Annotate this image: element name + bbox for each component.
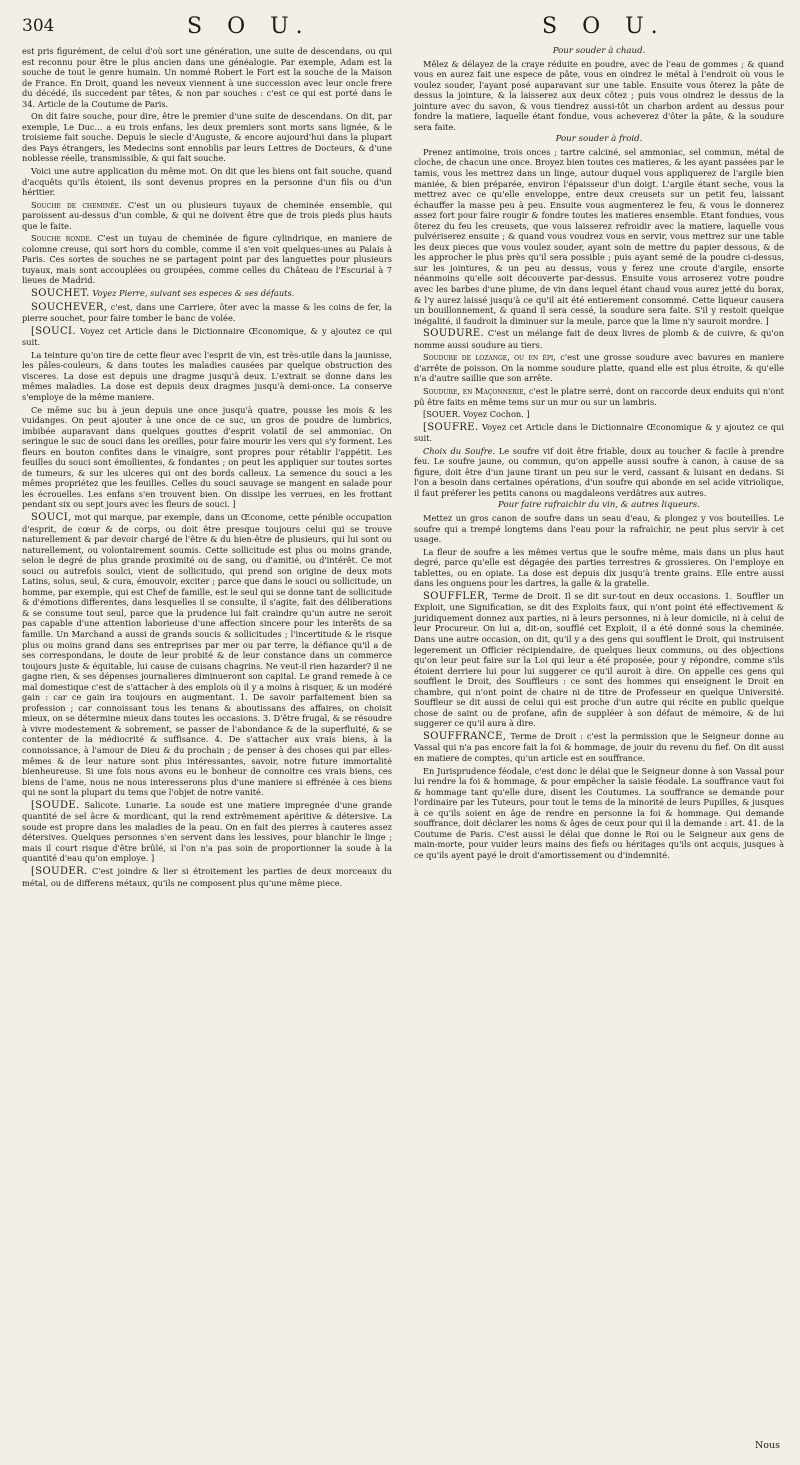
entry [22,800,392,864]
entry [414,591,784,729]
paragraph: En Jurisprudence féodale, c'est donc le délai que le Seigneur donne à son Vassal pour lui rendre la foi & hommage, & pour empêcher la saisie féodale. La souffrance vaut foi & hommage tant qu'elle dure, disent les Coutumes. La souffrance se demande pour l'ordinaire par les Tuteurs, pour tout le tems de la minorité de leurs Pupilles, & jusques à ce qu'ils soient en âge de rendre en personne la foi & hommage. Qui demande souffrance, doit déclarer les noms & âges de ceux pour qui il la demande : art. 41. de la Coutume de Paris. C'est aussi le délai que donne le Roi ou le Seigneur aux gens de main-morte, pour vuider leurs mains des fiefs ou héritages qu'ils ont acquis, jusques à ce qu'ils ayent payé le droit d'amortissement ou d'indemnité. [414,765,784,860]
entry-text: mot qui marque, par exemple, dans un Œconome, cette pénible occupation d'esprit, de cœur & de corps, ou doit être presque toujours celui qui se trouve naturellement & par devoir chargé de l'être & du bien-être de plusieurs, qui lui sont ou naturellement, ou volontairement soumis. Cette sollicitude est plus ou moins grande, selon le degré de plus grande proximité ou de sang, ou d'amitié, ou d'intérêt. Ce mot souci ou autrefois soulci, vient de sollicitudo, qui prend son origine de deux mots Latins, solus, seul, & cura, émouvoir, exciter ; parce que dans le souci ou sollicitude, un homme, par exemple, qui est Chef de famille, est le seul qui se donne tant de sollicitude & d'émotions differentes, dans lesquelles il se consulte, il s'agite, fait des déliberations & se consume tout seul, parce que la prudence lui fait craindre qu'un autre ne seroit pas capable d'une attention laborieuse d'une affection sincere pour les interêts de sa famille. Un Marchand a aussi de grands soucis & sollicitudes ; l'incertitude & le risque plus ou moins grand dans ses entreprises par mer ou par terre, la défiance qu'il a de ses correspondans, le doute de leur probité & de leur constance dans un commerce toujours juste & équitable, lui cause de cuisans chagrins. Ne veut-il rien hazarder? il ne gagne rien, & ses dépenses journalieres diminueront son capital. Le grand remede à ce mal domestique c'est de s'attacher à des emplois où il y a moins à risquer, & un modéré gain : car ce gain ira toujours en augmentant. 1. De savoir parfaitement bien sa profession ; car connoissant tous les tenans & aboutissans des affaires, on choisit mieux, on se détermine mieux dans toutes les occasions. 3. D'être frugal, & se résoudre à vivre modestement & sobrement, se passer de l'abondance & de la superfluité, & se contenter de la médiocrité & suffisance. 4. De s'attacher aux vrais biens, à la connoissance, à l'amour de Dieu & du prochain ; de penser à des choses qui par elles-mêmes & de leur nature sont plus intéressantes, savoir, notre future immortalité bienheureuse. Si une fois nous avons eu le bonheur de connoitre ces vrais biens, ces biens de l'ame, nous ne nous interesserons plus d'une maniere si effrénée à ces biens qui ne sont la plupart du tems que l'objet de notre vanité. [22,511,392,798]
entry [414,386,784,407]
entry [22,866,392,888]
entry-text: Terme de Droit. Il se dit sur-tout en deux occasions. 1. Souffler un Exploit, une Signification, se dit des Exploits faux, qui n'ont point été effectivement & juridiquement donnez aux parties, ni à leurs personnes, ni à leur domicile, ni à celui de leur Procureur. On lui a, dit-on, soufflé cet Exploit, il a été donné sous la cheminée. Dans une autre occasion, on dit, qu'il y a des gens qui soufflent le Droit, qui instruisent legerement un Officier récipiendaire, de quelques lieux communs, ou des objections qu'on leur peut faire sur la Loi qui leur a été proposée, pour y répondre, comme s'ils étoient derriere lui pour lui suggerer ce qu'il auroit à dire. On appelle ces gens qui soufflent le Droit, des Souffleurs : ce sont des hommes qui enseignent le Droit en chambre, qui n'ont point de chaire ni de titre de Professeur en quelque Université. Souffleur se dit aussi de celui qui est proche d'un autre qui récite en public quelque chose de saint ou de profane, afin de suppléer à son défaut de mémoire, & de lui suggerer ce qu'il aura à dire. [414,590,784,729]
entry-text: Voyez cet Article dans le Dictionnaire Œconomique, & y ajoutez ce qui suit. [22,325,392,348]
entry-headword: [SOUDE. [31,799,80,811]
entry-text: C'est un mélange fait de deux livres de plomb & de cuivre, & qu'on nomme aussi soudure au tiers. [414,328,785,350]
entry-headword: SOUCHEVER, [31,301,108,313]
entry-headword: [SOUDER. [31,866,88,878]
catchword: Nous [754,1440,780,1451]
entry-headword: Choix du Soufre. [423,445,496,456]
paragraph: Voici une autre application du même mot. On dit que les biens ont fait souche, quand d'acquêts qu'ils étoient, ils sont devenus propres en la personne d'un fils ou d'un héritier. [22,166,392,198]
entry [414,352,784,384]
two-column-body [22,46,784,890]
entry-text: Terme de Droit : c'est la permission que le Seigneur donne au Vassal qui n'a pas encore fait la foi & hommage, de jouir du revenu du fief. On dit aussi en matiere de comptes, qu'un article est en souffrance. [414,730,785,763]
entry-text: C'est joindre & lier si étroitement les parties de deux morceaux du métal, ou de differens métaux, qu'ils ne composent plus qu'une même piece. [22,866,392,888]
paragraph: Mettez un gros canon de soufre dans un seau d'eau, & plongez y vos bouteilles. Le soufre qui a trempé longtems dans l'eau pour la rafraichir, ne peut plus servir à cet usage. [414,512,784,545]
entry-headword: SOUCHET. [31,288,90,300]
subheading: Pour souder à froid. [555,134,643,145]
entry [414,422,784,444]
entry-text: Voyez Pierre, suivant ses especes & ses défauts. [92,288,295,299]
paragraph: Prenez antimoine, trois onces ; tartre calciné, sel ammoniac, sel commun, métal de cloche, de chacun une once. Broyez bien toutes ces matieres, & les ayant passées par le tamis, vous les mettrez dans un linge, autour duquel vous appliquerez de l'argile bien maniée, & bien préparée, environ l'épaisseur d'un doigt. L'argile étant seche, vous la mettrez avec ce qu'elle enveloppe, entre deux creusets sur un petit feu, laissant échauffer la masse peu à peu. Ensuite vous augmenterez le feu, & vous le donnerez assez fort pour faire rougir & fondre toutes les matieres ensemble. Etant fondues, vous ôterez du feu les creusets, que vous laisserez refroidir avec la matiere, laquelle vous pulvériserez ensuite ; & quand vous voudrez vous en servir, vous mettrez sur une table les deux pieces que vous voulez souder, ayant soin de mettre du papier dessous, & de les approcher le plus près qu'il sera possible ; puis ayant semé de la poudre ci-dessus, sur les jointures, & un peu au dessus, vous y ferez une croute d'argile, ensorte néanmoins qu'elle soit découverte par-dessus. Ensuite vous arroserez votre poudre avec les barbes d'une plume, de vin dans lequel étant chaud vous aurez jetté du borax, & l'y aurez laissé jusqu'à ce qu'il ait été entierement consommé. Cette liqueur causera un bouillonnement, & quand il sera cessé, la soudure sera faite. S'il y restoit quelque inégalité, il faudroit la diminuer sur la meule, parce que la lime n'y sauroit mordre. ] [414,146,784,326]
entry-text: C'est un tuyau de cheminée de figure cylindrique, en maniere de colomne creuse, qui sort hors du comble, comme il s'en voit quelques-unes au Palais à Paris. Ces sortes de souches ne se partagent point par des languettes pour plusieurs tuyaux, mais sont accouplées ou groupées, comme celles du Château de l'Escurial à 7 lieues de Madrid. [22,233,393,286]
entry-headword: Soudure de lozange, ou en épi, [423,352,556,363]
entry-headword: [SOUFRE. [423,421,479,433]
paragraph: Mêlez & délayez de la craye réduite en poudre, avec de l'eau de gommes ; & quand vous en aurez fait une espece de pâte, vous en oindrez le métal à l'endroit où vous le voulez souder, l'ayant posé auparavant sur une table. Ensuite vous ôterez la pâte de dessus la jointure, & la laisserez aux deux côtez ; puis vous oindrez le dessus de la jointure avec du savon, & vous tiendrez aussi-tôt un charbon ardent au dessus pour fondre la matiere, laquelle étant fondue, vous acheverez d'ôter la pâte, & la soudure sera faite. [414,58,784,132]
entry-headword: SOUCI, [31,511,72,523]
entry-headword: Soudure, en Maçonnerie, [423,385,527,396]
entry-text: C'est un ou plusieurs tuyaux de cheminée ensemble, qui paroissent au-dessus d'un comble, & qui ne doivent être que de trois pieds plus hauts que le faite. [22,199,392,231]
entry-souer: [SOUER. Voyez Cochon. ] [423,409,530,420]
entry-text: Voyez cet Article dans le Dictionnaire Œconomique & y ajoutez ce qui suit. [414,421,784,444]
page-header [22,14,784,42]
paragraph: La fleur de soufre a les mêmes vertus que le soufre même, mais dans un plus haut degré, parce qu'elle est dégagée des parties terrestres & grossieres. On l'employe en tablettes, ou en opiate. La dose est depuis dix jusqu'à trente grains. Elle entre aussi dans les onguens pour les dartres, la galle & la gratelle. [414,546,784,589]
page-number: 304 [22,16,55,36]
entry [22,326,392,348]
entry-headword: SOUFFLER, [423,590,489,602]
entry-text: Le soufre vif doit être friable, doux au toucher & facile à prendre feu. Le soufre jaune, ou commun, qu'on appelle aussi soufre à canon, à cause de sa figure, doit être d'un jaune tirant un peu sur le verd, cassant & luisant en dedans. Si l'on a besoin dans certaines opérations, d'un soufre qui abonde en sel acide vitriolique, il faut préferer les petits canons ou magdaleons verdâtres aux autres. [414,445,784,498]
subheading: Pour souder à chaud. [552,46,646,56]
entry-text: c'est une grosse soudure avec bavures en maniere d'arrête de poisson. On la nomme soudure platte, quand elle est plus étroite, & qu'elle n'a d'autre saillie que son arrête. [414,352,785,384]
entry [22,288,392,300]
entry-headword: SOUDURE. [423,328,485,340]
entry-text: c'est le platre serré, dont on raccorde deux enduits qui n'ont pû être faits en même tems sur un mur ou sur un lambris. [414,385,784,407]
running-head-left: S O U. [187,14,312,39]
entry [22,512,392,798]
entry-headword: Souche ronde. [31,233,93,244]
entry-headword: [SOUCI. [31,325,76,337]
paragraph: La teinture qu'on tire de cette fleur avec l'esprit de vin, est très-utile dans la jaunisse, les pâles-couleurs, & dans toutes les maladies causées par quelque obstruction des visceres. La dose est depuis une dragme jusqu'à deux. L'extrait se donne dans les mêmes maladies. La dose est depuis deux dragmes jusqu'à demi-once. La conserve s'employe de la même maniere. [22,349,392,402]
entry [22,233,392,286]
paragraph: Ce même suc bu à jeun depuis une once jusqu'à quatre, pousse les mois & les vuidanges. On peut ajouter à une once de ce suc, un gros de poudre de lumbrics, imbibée auparavant dans quelques gouttes d'esprit volatil de sel ammoniac. On seringue le suc de souci dans les oreilles, pour faire mourir les vers qui s'y forment. Les fleurs en bouton confites dans le vinaigre, sont propres pour rétablir l'appétit. Les feuilles du souci sont émollientes, & fondantes ; on peut les appliquer sur toutes sortes de tumeurs, & sur les ulceres qui ont des bords calleux. La semence du souci a les mêmes propriétez que les feuilles. Celles du souci sauvage se mangent en salade pour les écrouelles. Les enfans s'en trouvent bien. On dissipe les verrues, en les frottant pendant six ou sept jours avec les fleurs de souci. ] [22,404,392,510]
entry-text: c'est, dans une Carriere, ôter avec la masse & les coins de fer, la pierre souchet, pour faire tomber le banc de volée. [22,301,393,324]
entry [414,731,784,764]
entry [22,200,392,232]
paragraph: On dit faire souche, pour dire, être le premier d'une suite de descendans. On dit, par exemple, Le Duc... a eu trois enfans, les deux premiers sont morts sans lignée, & le troisieme fait souche. Depuis le siecle d'Auguste, & encore aujourd'hui dans la plupart des Pays étrangers, les Medecins sont ennoblis par leurs Lettres de Docteurs, & d'une noblesse réelle, transmissible, & qui fait souche. [22,111,392,164]
right-column [414,46,784,890]
subheading: Pour faire rafraichir du vin, & autres liqueurs. [498,500,700,511]
entry [22,302,392,324]
paragraph: est pris figurément, de celui d'où sort une génération, une suite de descendans, ou qui est reconnu pour être le plus ancien dans une généalogie. Par exemple, Adam est la souche de tout le genre humain. Un nommé Robert le Fort est la souche de la Maison de France. En Droit, quand les neveux viennent à une succession avec leur oncle frere du décédé, ils succedent par têtes, & non par souches : c'est ce qui est porté dans le 34. Article de la Coutume de Paris. [22,46,392,109]
running-head-right: S O U. [542,14,667,39]
entry [414,328,784,350]
entry-headword: Souche de cheminée. [31,199,122,210]
entry-text: Salicote. Lunarie. La soude est une matiere impregnée d'une grande quantité de sel âcre & mordicant, qui la rend extrêmement apéritive & détersive. La soude est propre dans les maladies de la peau. On en fait des pierres à cauteres assez détersives. Quelques personnes s'en servent dans les lessives, pour blanchir le linge ; mais il court risque d'être brûlé, si l'on n'a pas soin de proportionner la soude à la quantité d'eau qu'on employe. ] [22,799,392,864]
entry-headword: SOUFFRANCE, [423,730,507,742]
left-column [22,46,392,890]
entry [414,446,784,499]
